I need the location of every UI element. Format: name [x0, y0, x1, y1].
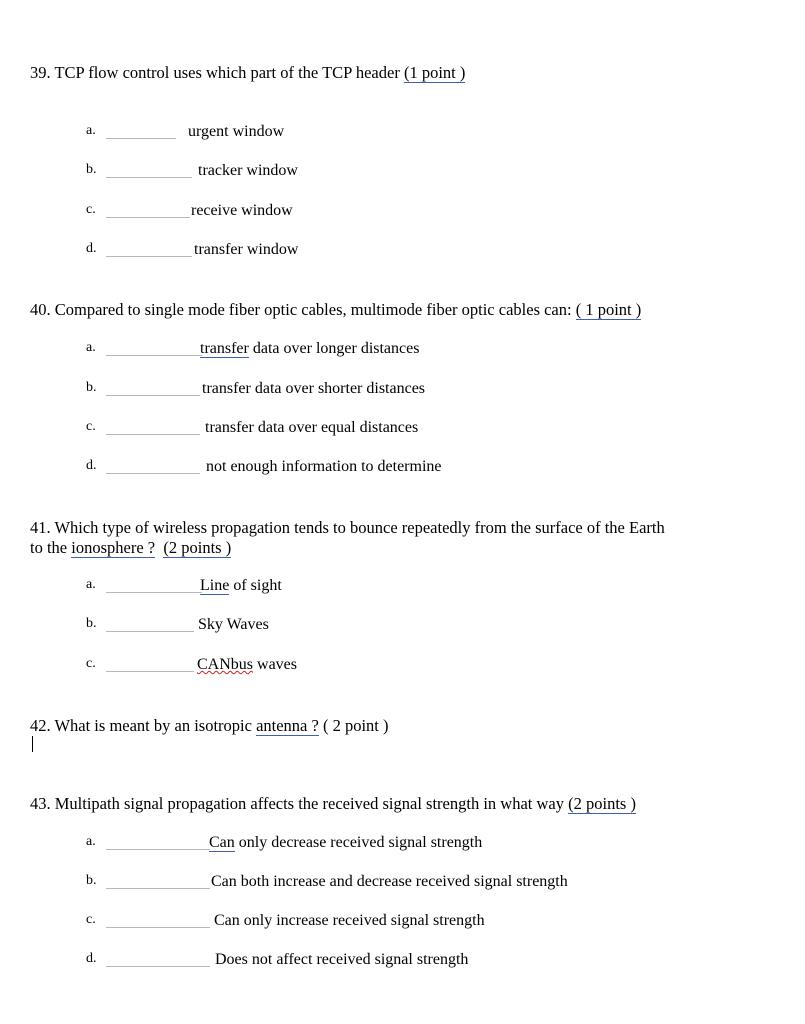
q39-option-c[interactable]: [0, 202, 805, 224]
question-43-points: (2 points ): [568, 794, 636, 813]
option-rest: data over longer distances: [248, 340, 420, 357]
question-41-line-1: 41. Which type of wireless propagation tends to bounce repeatedly from the surface of the Earth: [30, 518, 665, 537]
option-text: transfer data over equal distances: [205, 419, 419, 436]
option-text: [197, 656, 297, 674]
question-41: [30, 518, 665, 558]
option-letter: a.: [86, 340, 96, 355]
option-text: [200, 340, 419, 358]
question-41-line-2-text: to the: [30, 538, 72, 557]
answer-blank: [106, 434, 200, 435]
option-text: [200, 577, 282, 595]
option-letter: a.: [86, 577, 96, 592]
answer-blank: [106, 631, 194, 632]
answer-blank: [106, 256, 192, 257]
text-cursor: [32, 736, 33, 752]
question-41-line-2: [30, 538, 665, 558]
ionosphere-link[interactable]: ionosphere ?: [71, 538, 156, 557]
q41-option-a[interactable]: [0, 577, 805, 599]
option-letter: b.: [86, 380, 97, 395]
option-text: urgent window: [188, 123, 285, 140]
option-text: not enough information to determine: [206, 458, 442, 475]
option-text: Can only increase received signal strength: [214, 912, 485, 929]
q39-option-b[interactable]: [0, 162, 805, 184]
option-text: transfer window: [194, 241, 299, 258]
option-letter: d.: [86, 951, 97, 966]
q39-option-a[interactable]: [0, 123, 805, 145]
q40-option-a[interactable]: [0, 340, 805, 362]
question-42-text: 42. What is meant by an isotropic: [30, 716, 257, 735]
option-text: Sky Waves: [198, 616, 269, 633]
option-rest: of sight: [229, 577, 282, 594]
option-letter: c.: [86, 202, 96, 217]
option-text: tracker window: [198, 162, 298, 179]
option-letter: c.: [86, 656, 96, 671]
option-text: [209, 834, 482, 852]
question-40-points: ( 1 point ): [575, 300, 642, 319]
option-letter: b.: [86, 873, 97, 888]
q40-option-d[interactable]: [0, 458, 805, 480]
answer-blank: [106, 138, 176, 139]
option-letter: a.: [86, 834, 96, 849]
answer-blank: [106, 927, 210, 928]
option-rest: only decrease received signal strength: [234, 834, 483, 851]
option-letter: c.: [86, 912, 96, 927]
question-43: [30, 794, 636, 814]
option-rest: waves: [253, 656, 297, 673]
question-40: [30, 300, 641, 320]
q43-option-c[interactable]: [0, 912, 805, 934]
option-letter: b.: [86, 162, 97, 177]
answer-blank: [106, 355, 202, 356]
option-letter: a.: [86, 123, 96, 138]
answer-blank: [106, 177, 192, 178]
question-39-points: (1 point ): [403, 63, 466, 82]
q43-option-b[interactable]: [0, 873, 805, 895]
option-text: receive window: [191, 202, 293, 219]
answer-blank: [106, 966, 210, 967]
option-letter: b.: [86, 616, 97, 631]
answer-blank: [106, 849, 210, 850]
answer-blank: [106, 217, 190, 218]
option-lead-word: transfer: [200, 340, 249, 357]
answer-blank: [106, 592, 202, 593]
q41-option-b[interactable]: [0, 616, 805, 638]
answer-blank: [106, 671, 194, 672]
option-lead-word: CANbus: [197, 656, 254, 673]
option-letter: d.: [86, 241, 97, 256]
option-text: transfer data over shorter distances: [202, 380, 426, 397]
question-39: [30, 63, 465, 83]
option-text: Can both increase and decrease received signal strength: [211, 873, 568, 890]
option-lead-word: Line: [200, 577, 230, 594]
q40-option-c[interactable]: [0, 419, 805, 441]
question-39-text: 39. TCP flow control uses which part of the TCP header: [30, 63, 404, 82]
q41-option-c[interactable]: [0, 656, 805, 678]
option-letter: c.: [86, 419, 96, 434]
answer-blank: [106, 888, 210, 889]
question-43-text: 43. Multipath signal propagation affects the received signal strength in what way: [30, 794, 569, 813]
option-letter: d.: [86, 458, 97, 473]
q39-option-d[interactable]: [0, 241, 805, 263]
option-text: Does not affect received signal strength: [215, 951, 469, 968]
antenna-link[interactable]: antenna ?: [256, 716, 319, 735]
answer-blank: [106, 395, 200, 396]
answer-blank: [106, 473, 200, 474]
q43-option-a[interactable]: [0, 834, 805, 856]
q43-option-d[interactable]: [0, 951, 805, 973]
question-41-points: (2 points ): [163, 538, 232, 557]
question-40-text: 40. Compared to single mode fiber optic cables, multimode fiber optic cables can:: [30, 300, 576, 319]
question-42: [30, 716, 389, 736]
q40-option-b[interactable]: [0, 380, 805, 402]
question-42-points: ( 2 point ): [318, 716, 389, 735]
option-lead-word: Can: [209, 834, 235, 851]
